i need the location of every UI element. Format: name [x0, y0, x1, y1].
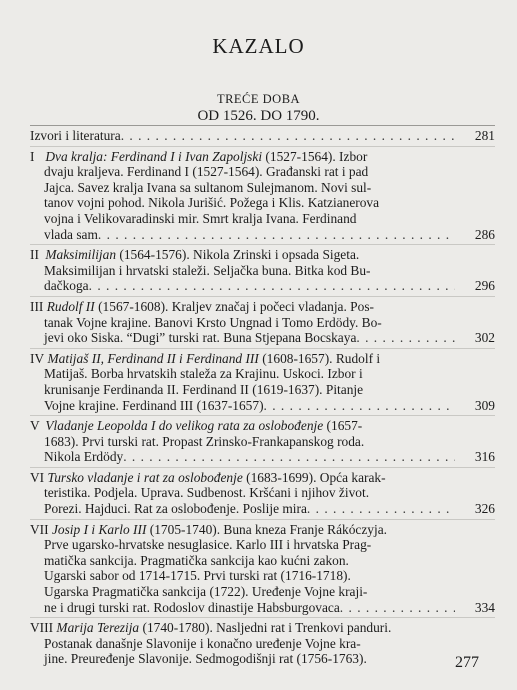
era-heading: TREĆE DOBA: [216, 92, 301, 106]
toc-page-number: 281: [474, 128, 495, 143]
chapter-text: tanov vojni pohod. Nikola Jurišić. Požega i Klis. Katzianerova: [44, 195, 380, 211]
chapter-number: VI: [30, 469, 45, 485]
chapter-text: Ugarski sabor od 1714-1715. Prvi turski rat (1716-1718).: [44, 568, 351, 584]
chapter-text: Porezi. Hajduci. Rat za oslobođenje. Poslije mira: [44, 501, 307, 517]
chapter-title: Rudolf II: [46, 298, 95, 314]
leader-dots: [356, 330, 455, 346]
leader-dots: [98, 227, 455, 243]
chapter-number: III: [30, 298, 44, 314]
toc-page-number: 326: [474, 501, 495, 517]
leader-dots: [307, 501, 455, 517]
chapter-text: jevi oko Siska. “Dugi” turski rat. Buna Stjepana Bocskaya: [44, 330, 357, 346]
chapter-text: ne i drugi turski rat. Rodoslov dinastije Habsburgovaca: [44, 599, 340, 615]
chapter-text: (1527-1564). Izbor: [265, 148, 368, 164]
leader-dots: [89, 278, 455, 294]
chapter-text: dvaju kraljeva. Ferdinand I (1527-1564). Građanski rat i pad: [44, 164, 369, 180]
chapter-text: (1740-1780). Nasljedni rat i Trenkovi panduri.: [142, 620, 392, 636]
chapter-text: Maksimilijan i hrvatski staleži. Seljačka buna. Bitka kod Bu-: [44, 262, 371, 278]
toc-entry-ch3: [30, 296, 495, 348]
chapter-text: (1705-1740). Buna kneza Franje Rákóczyja.: [149, 521, 388, 537]
chapter-text: Prve ugarsko-hrvatske nesuglasice. Karlo III i hrvatska Prag-: [44, 537, 372, 553]
toc-page-number: 334: [474, 599, 495, 615]
chapter-number: V: [30, 418, 40, 434]
chapter-text: Jajca. Savez kralja Ivana sa sultanom Sulejmanom. Novi sul-: [44, 179, 372, 195]
leader-dots: [264, 398, 455, 414]
leader-dots: [340, 600, 455, 616]
chapter-text: Vojne krajine. Ferdinand III (1637-1657): [44, 397, 264, 413]
page-title: KAZALO: [212, 34, 305, 58]
toc-page-number: 309: [474, 397, 495, 413]
chapter-text: matička sankcija. Pragmatička sankcija kao kućni zakon.: [44, 552, 349, 568]
chapter-number: II: [30, 247, 39, 263]
chapter-text: Postanak današnje Slavonije i konačno uređenje Vojne kra-: [44, 635, 361, 651]
chapter-text: dačkoga: [44, 278, 89, 294]
chapter-text: vojna i Velikovaradinski mir. Smrt kralja Ivana. Ferdinand: [44, 210, 357, 226]
chapter-title: Marija Terezija: [56, 620, 140, 636]
chapter-text: vlada sam: [44, 226, 98, 242]
chapter-text: Nikola Erdödy: [44, 449, 124, 465]
chapter-text: (1567-1608). Kraljev značaj i počeci vladanja. Pos-: [98, 298, 374, 314]
chapter-text: Ugarska Pragmatička sankcija (1722). Uređenje Vojne kraji-: [44, 584, 368, 600]
period-heading: OD 1526. DO 1790.: [197, 108, 320, 124]
chapter-title: Josip I i Karlo III: [51, 521, 147, 537]
chapter-text: jine. Preuređenje Slavonije. Sedmogodišnji rat (1756-1763).: [44, 651, 367, 667]
chapter-number: IV: [30, 350, 45, 366]
toc-page-number: 286: [474, 226, 495, 242]
chapter-text: 1683). Prvi turski rat. Propast Zrinsko-Frankapanskog roda.: [44, 433, 365, 449]
toc-page-number: 296: [474, 278, 495, 294]
toc-entry-sources: [30, 125, 495, 146]
chapter-title: Matijaš II, Ferdinand II i Ferdinand III: [47, 350, 259, 366]
toc-page-number: 302: [474, 330, 495, 346]
leader-dots: [123, 449, 455, 465]
chapter-text: krunisanje Ferdinanda II. Ferdinand II (1619-1637). Pitanje: [44, 381, 364, 397]
chapter-number: VII: [30, 521, 49, 537]
page-number: 277: [455, 654, 479, 671]
toc-entry-ch2: [30, 244, 495, 296]
chapter-text: (1683-1699). Opća karak-: [246, 469, 386, 485]
toc-entry-ch1: [30, 146, 495, 245]
chapter-text: (1564-1576). Nikola Zrinski i opsada Sigeta.: [119, 247, 360, 263]
chapter-title: Dva kralja: Ferdinand I i Ivan Zapoljski: [45, 148, 263, 164]
chapter-text: (1657-: [326, 418, 363, 434]
chapter-text: tanak Vojne krajine. Banovi Krsto Ungnad i Tomo Erdödy. Bo-: [44, 314, 382, 330]
chapter-title: Maksimilijan: [45, 247, 117, 263]
chapter-title: Tursko vladanje i rat za oslobođenje: [47, 469, 243, 485]
chapter-text: (1608-1657). Rudolf i: [262, 350, 381, 366]
chapter-number: VIII: [30, 620, 54, 636]
chapter-title: Vladanje Leopolda I do velikog rata za oslobođenje: [45, 418, 324, 434]
toc-entry-ch8: [30, 617, 495, 669]
toc-entry-ch5: [30, 415, 495, 467]
toc-page-number: 316: [474, 449, 495, 465]
toc-entry-title: Izvori i literatura: [30, 128, 121, 143]
toc-entry-ch4: [30, 348, 495, 415]
chapter-text: teristika. Podjela. Uprava. Sudbenost. Kršćani i njihov život.: [44, 485, 370, 501]
chapter-number: I: [30, 148, 35, 164]
table-of-contents: [30, 125, 495, 669]
leader-dots: [121, 128, 455, 144]
toc-entry-ch7: [30, 519, 495, 618]
chapter-text: Matijaš. Borba hrvatskih staleža za Krajinu. Uskoci. Izbor i: [44, 366, 363, 382]
toc-entry-ch6: [30, 467, 495, 519]
